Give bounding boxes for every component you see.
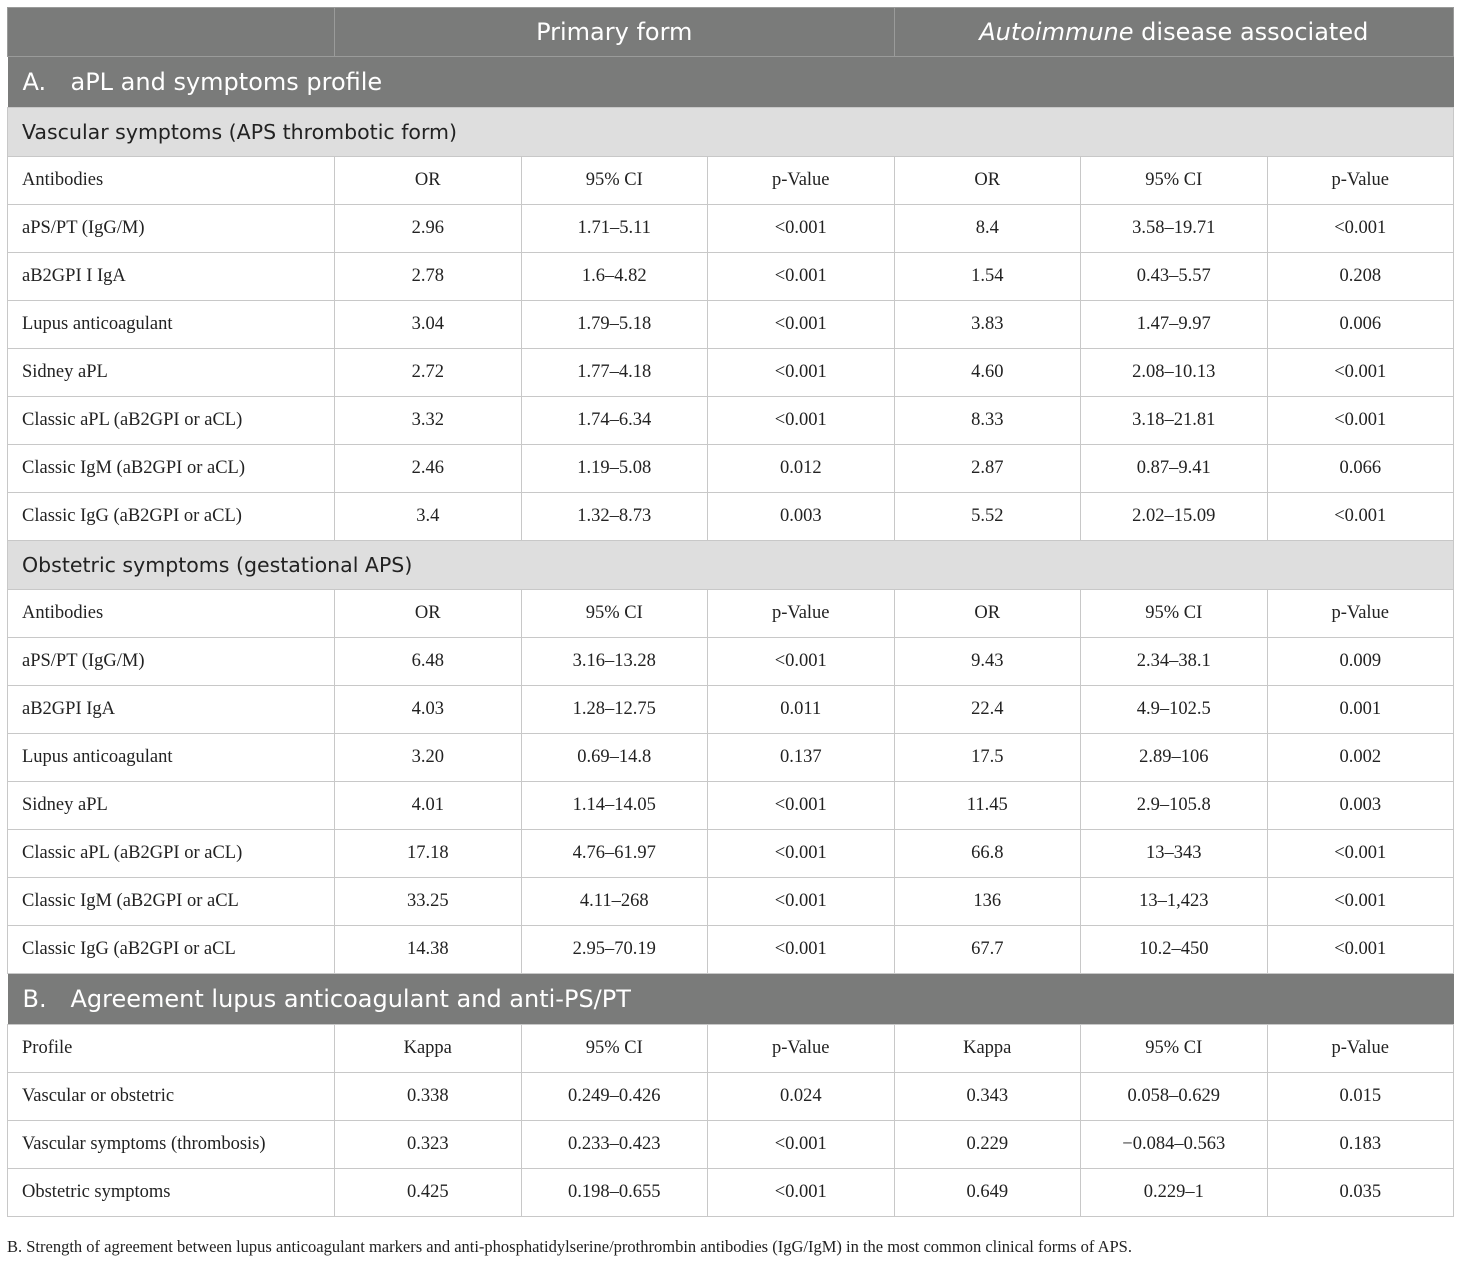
table-cell: 2.46	[335, 445, 522, 493]
column-header: p-Value	[708, 1025, 895, 1073]
table-row	[8, 301, 1454, 349]
table-cell: 2.78	[335, 253, 522, 301]
table-cell: 8.33	[894, 397, 1081, 445]
column-header: p-Value	[708, 157, 895, 205]
table-row	[8, 349, 1454, 397]
table-cell: 2.34–38.1	[1081, 638, 1268, 686]
table-row	[8, 445, 1454, 493]
column-header: p-Value	[708, 590, 895, 638]
row-label: Lupus anticoagulant	[8, 301, 335, 349]
table-cell: <0.001	[708, 1169, 895, 1217]
table-cell: 0.323	[335, 1121, 522, 1169]
table-cell: 0.343	[894, 1073, 1081, 1121]
table-cell: 0.009	[1267, 638, 1454, 686]
table-cell: 0.003	[1267, 782, 1454, 830]
table-cell: 4.60	[894, 349, 1081, 397]
table-cell: 1.19–5.08	[521, 445, 708, 493]
table-cell: <0.001	[708, 397, 895, 445]
table-cell: 0.229–1	[1081, 1169, 1268, 1217]
table-cell: 13–343	[1081, 830, 1268, 878]
table-cell: 67.7	[894, 926, 1081, 974]
results-table-container	[7, 7, 1453, 1217]
table-cell: 0.058–0.629	[1081, 1073, 1268, 1121]
table-cell: <0.001	[708, 638, 895, 686]
column-header: Kappa	[335, 1025, 522, 1073]
section-b-header	[8, 974, 1454, 1025]
table-cell: 0.183	[1267, 1121, 1454, 1169]
table-cell: 3.16–13.28	[521, 638, 708, 686]
column-header: 95% CI	[521, 1025, 708, 1073]
vascular-subheader	[8, 108, 1454, 157]
section-b-cell	[8, 974, 1454, 1025]
table-cell: 1.47–9.97	[1081, 301, 1268, 349]
row-label: Classic aPL (aB2GPI or aCL)	[8, 830, 335, 878]
table-cell: 0.198–0.655	[521, 1169, 708, 1217]
table-cell: <0.001	[1267, 349, 1454, 397]
table-cell: −0.084–0.563	[1081, 1121, 1268, 1169]
table-row	[8, 926, 1454, 974]
column-header: OR	[894, 157, 1081, 205]
table-cell: 0.69–14.8	[521, 734, 708, 782]
table-cell: 0.425	[335, 1169, 522, 1217]
table-cell: 8.4	[894, 205, 1081, 253]
row-label: Classic IgM (aB2GPI or aCL	[8, 878, 335, 926]
table-caption: B. Strength of agreement between lupus anticoagulant markers and anti-phosphatidylserine/prothrombin antibodies (IgG/IgM) in the most common clinical forms of APS.	[7, 1237, 1132, 1256]
table-cell: <0.001	[1267, 493, 1454, 541]
table-cell: <0.001	[708, 205, 895, 253]
row-label: aPS/PT (IgG/M)	[8, 638, 335, 686]
row-label: aB2GPI I IgA	[8, 253, 335, 301]
agreement-column-header-row	[8, 1025, 1454, 1073]
table-cell: 3.18–21.81	[1081, 397, 1268, 445]
column-header: p-Value	[1267, 157, 1454, 205]
section-a-title: aPL and symptoms profile	[70, 68, 383, 96]
section-a-letter: A.	[22, 68, 47, 96]
column-header: 95% CI	[521, 157, 708, 205]
table-cell: 0.338	[335, 1073, 522, 1121]
table-cell: 3.20	[335, 734, 522, 782]
table-row	[8, 686, 1454, 734]
header-primary-form: Primary form	[335, 8, 895, 57]
header-autoimmune	[894, 8, 1454, 57]
table-cell: 1.74–6.34	[521, 397, 708, 445]
table-row	[8, 1073, 1454, 1121]
table-cell: 4.11–268	[521, 878, 708, 926]
column-header: 95% CI	[1081, 590, 1268, 638]
row-label: aB2GPI IgA	[8, 686, 335, 734]
table-cell: 1.71–5.11	[521, 205, 708, 253]
table-cell: <0.001	[1267, 397, 1454, 445]
table-cell: 5.52	[894, 493, 1081, 541]
row-label: Classic IgM (aB2GPI or aCL)	[8, 445, 335, 493]
obstetric-subheader-cell: Obstetric symptoms (gestational APS)	[8, 541, 1454, 590]
column-header: Antibodies	[8, 590, 335, 638]
row-label: Lupus anticoagulant	[8, 734, 335, 782]
table-cell: 4.03	[335, 686, 522, 734]
table-cell: 4.76–61.97	[521, 830, 708, 878]
table-cell: <0.001	[1267, 205, 1454, 253]
table-row	[8, 253, 1454, 301]
vascular-subheader-cell: Vascular symptoms (APS thrombotic form)	[8, 108, 1454, 157]
column-header: OR	[894, 590, 1081, 638]
table-cell: <0.001	[708, 830, 895, 878]
table-cell: 17.18	[335, 830, 522, 878]
table-cell: <0.001	[708, 1121, 895, 1169]
table-cell: 1.28–12.75	[521, 686, 708, 734]
row-label: Classic IgG (aB2GPI or aCL	[8, 926, 335, 974]
table-cell: 1.79–5.18	[521, 301, 708, 349]
table-cell: 0.012	[708, 445, 895, 493]
table-cell: 3.04	[335, 301, 522, 349]
table-cell: <0.001	[1267, 878, 1454, 926]
table-cell: 6.48	[335, 638, 522, 686]
table-cell: 2.89–106	[1081, 734, 1268, 782]
table-row	[8, 397, 1454, 445]
table-cell: 33.25	[335, 878, 522, 926]
section-b-title: Agreement lupus anticoagulant and anti-PS/PT	[70, 985, 631, 1013]
table-cell: 14.38	[335, 926, 522, 974]
column-header: p-Value	[1267, 590, 1454, 638]
table-cell: 0.002	[1267, 734, 1454, 782]
column-header: 95% CI	[1081, 1025, 1268, 1073]
table-cell: 66.8	[894, 830, 1081, 878]
table-cell: <0.001	[1267, 830, 1454, 878]
row-label: Sidney aPL	[8, 782, 335, 830]
table-cell: 13–1,423	[1081, 878, 1268, 926]
table-cell: 3.4	[335, 493, 522, 541]
section-a-header	[8, 57, 1454, 108]
table-cell: 1.6–4.82	[521, 253, 708, 301]
table-cell: 9.43	[894, 638, 1081, 686]
section-a-cell	[8, 57, 1454, 108]
table-cell: 0.035	[1267, 1169, 1454, 1217]
row-label: Classic aPL (aB2GPI or aCL)	[8, 397, 335, 445]
table-cell: 2.02–15.09	[1081, 493, 1268, 541]
table-cell: 0.249–0.426	[521, 1073, 708, 1121]
table-row	[8, 782, 1454, 830]
table-row	[8, 493, 1454, 541]
table-cell: 2.95–70.19	[521, 926, 708, 974]
table-cell: 11.45	[894, 782, 1081, 830]
table-cell: 0.011	[708, 686, 895, 734]
table-row	[8, 878, 1454, 926]
table-cell: <0.001	[708, 782, 895, 830]
table-cell: 2.9–105.8	[1081, 782, 1268, 830]
table-cell: 3.32	[335, 397, 522, 445]
column-header: Profile	[8, 1025, 335, 1073]
table-cell: <0.001	[708, 349, 895, 397]
column-header: 95% CI	[1081, 157, 1268, 205]
row-label: Obstetric symptoms	[8, 1169, 335, 1217]
table-cell: 0.066	[1267, 445, 1454, 493]
table-row	[8, 205, 1454, 253]
table-row	[8, 638, 1454, 686]
table-cell: 3.58–19.71	[1081, 205, 1268, 253]
column-header: OR	[335, 157, 522, 205]
table-cell: 0.003	[708, 493, 895, 541]
table-cell: <0.001	[708, 301, 895, 349]
column-header: 95% CI	[521, 590, 708, 638]
obstetric-column-header-row	[8, 590, 1454, 638]
column-header: p-Value	[1267, 1025, 1454, 1073]
results-table	[7, 7, 1454, 1217]
table-cell: <0.001	[1267, 926, 1454, 974]
table-cell: 22.4	[894, 686, 1081, 734]
header-autoimmune-rest: disease associated	[1133, 18, 1369, 46]
table-row	[8, 734, 1454, 782]
table-row	[8, 830, 1454, 878]
table-cell: <0.001	[708, 926, 895, 974]
table-cell: 0.87–9.41	[1081, 445, 1268, 493]
table-cell: <0.001	[708, 253, 895, 301]
table-cell: 0.006	[1267, 301, 1454, 349]
table-cell: 0.43–5.57	[1081, 253, 1268, 301]
table-row	[8, 1169, 1454, 1217]
table-cell: 1.32–8.73	[521, 493, 708, 541]
table-cell: 136	[894, 878, 1081, 926]
section-b-letter: B.	[22, 985, 47, 1013]
table-cell: 3.83	[894, 301, 1081, 349]
column-header: Kappa	[894, 1025, 1081, 1073]
obstetric-subheader	[8, 541, 1454, 590]
column-header: OR	[335, 590, 522, 638]
table-cell: 4.9–102.5	[1081, 686, 1268, 734]
row-label: Sidney aPL	[8, 349, 335, 397]
table-row	[8, 1121, 1454, 1169]
table-cell: 1.54	[894, 253, 1081, 301]
header-empty-cell	[8, 8, 335, 57]
column-header: Antibodies	[8, 157, 335, 205]
table-cell: <0.001	[708, 878, 895, 926]
table-cell: 2.72	[335, 349, 522, 397]
vascular-column-header-row	[8, 157, 1454, 205]
table-cell: 2.87	[894, 445, 1081, 493]
table-cell: 1.14–14.05	[521, 782, 708, 830]
row-label: Classic IgG (aB2GPI or aCL)	[8, 493, 335, 541]
table-cell: 0.208	[1267, 253, 1454, 301]
table-cell: 17.5	[894, 734, 1081, 782]
row-label: aPS/PT (IgG/M)	[8, 205, 335, 253]
row-label: Vascular or obstetric	[8, 1073, 335, 1121]
table-cell: 4.01	[335, 782, 522, 830]
row-label: Vascular symptoms (thrombosis)	[8, 1121, 335, 1169]
table-cell: 0.649	[894, 1169, 1081, 1217]
table-cell: 0.024	[708, 1073, 895, 1121]
table-cell: 0.015	[1267, 1073, 1454, 1121]
table-cell: 1.77–4.18	[521, 349, 708, 397]
table-cell: 10.2–450	[1081, 926, 1268, 974]
table-cell: 2.08–10.13	[1081, 349, 1268, 397]
table-cell: 0.001	[1267, 686, 1454, 734]
table-cell: 0.229	[894, 1121, 1081, 1169]
table-cell: 0.233–0.423	[521, 1121, 708, 1169]
table-cell: 0.137	[708, 734, 895, 782]
table-header-row	[8, 8, 1454, 57]
header-autoimmune-italic: Autoimmune	[979, 18, 1134, 46]
table-cell: 2.96	[335, 205, 522, 253]
